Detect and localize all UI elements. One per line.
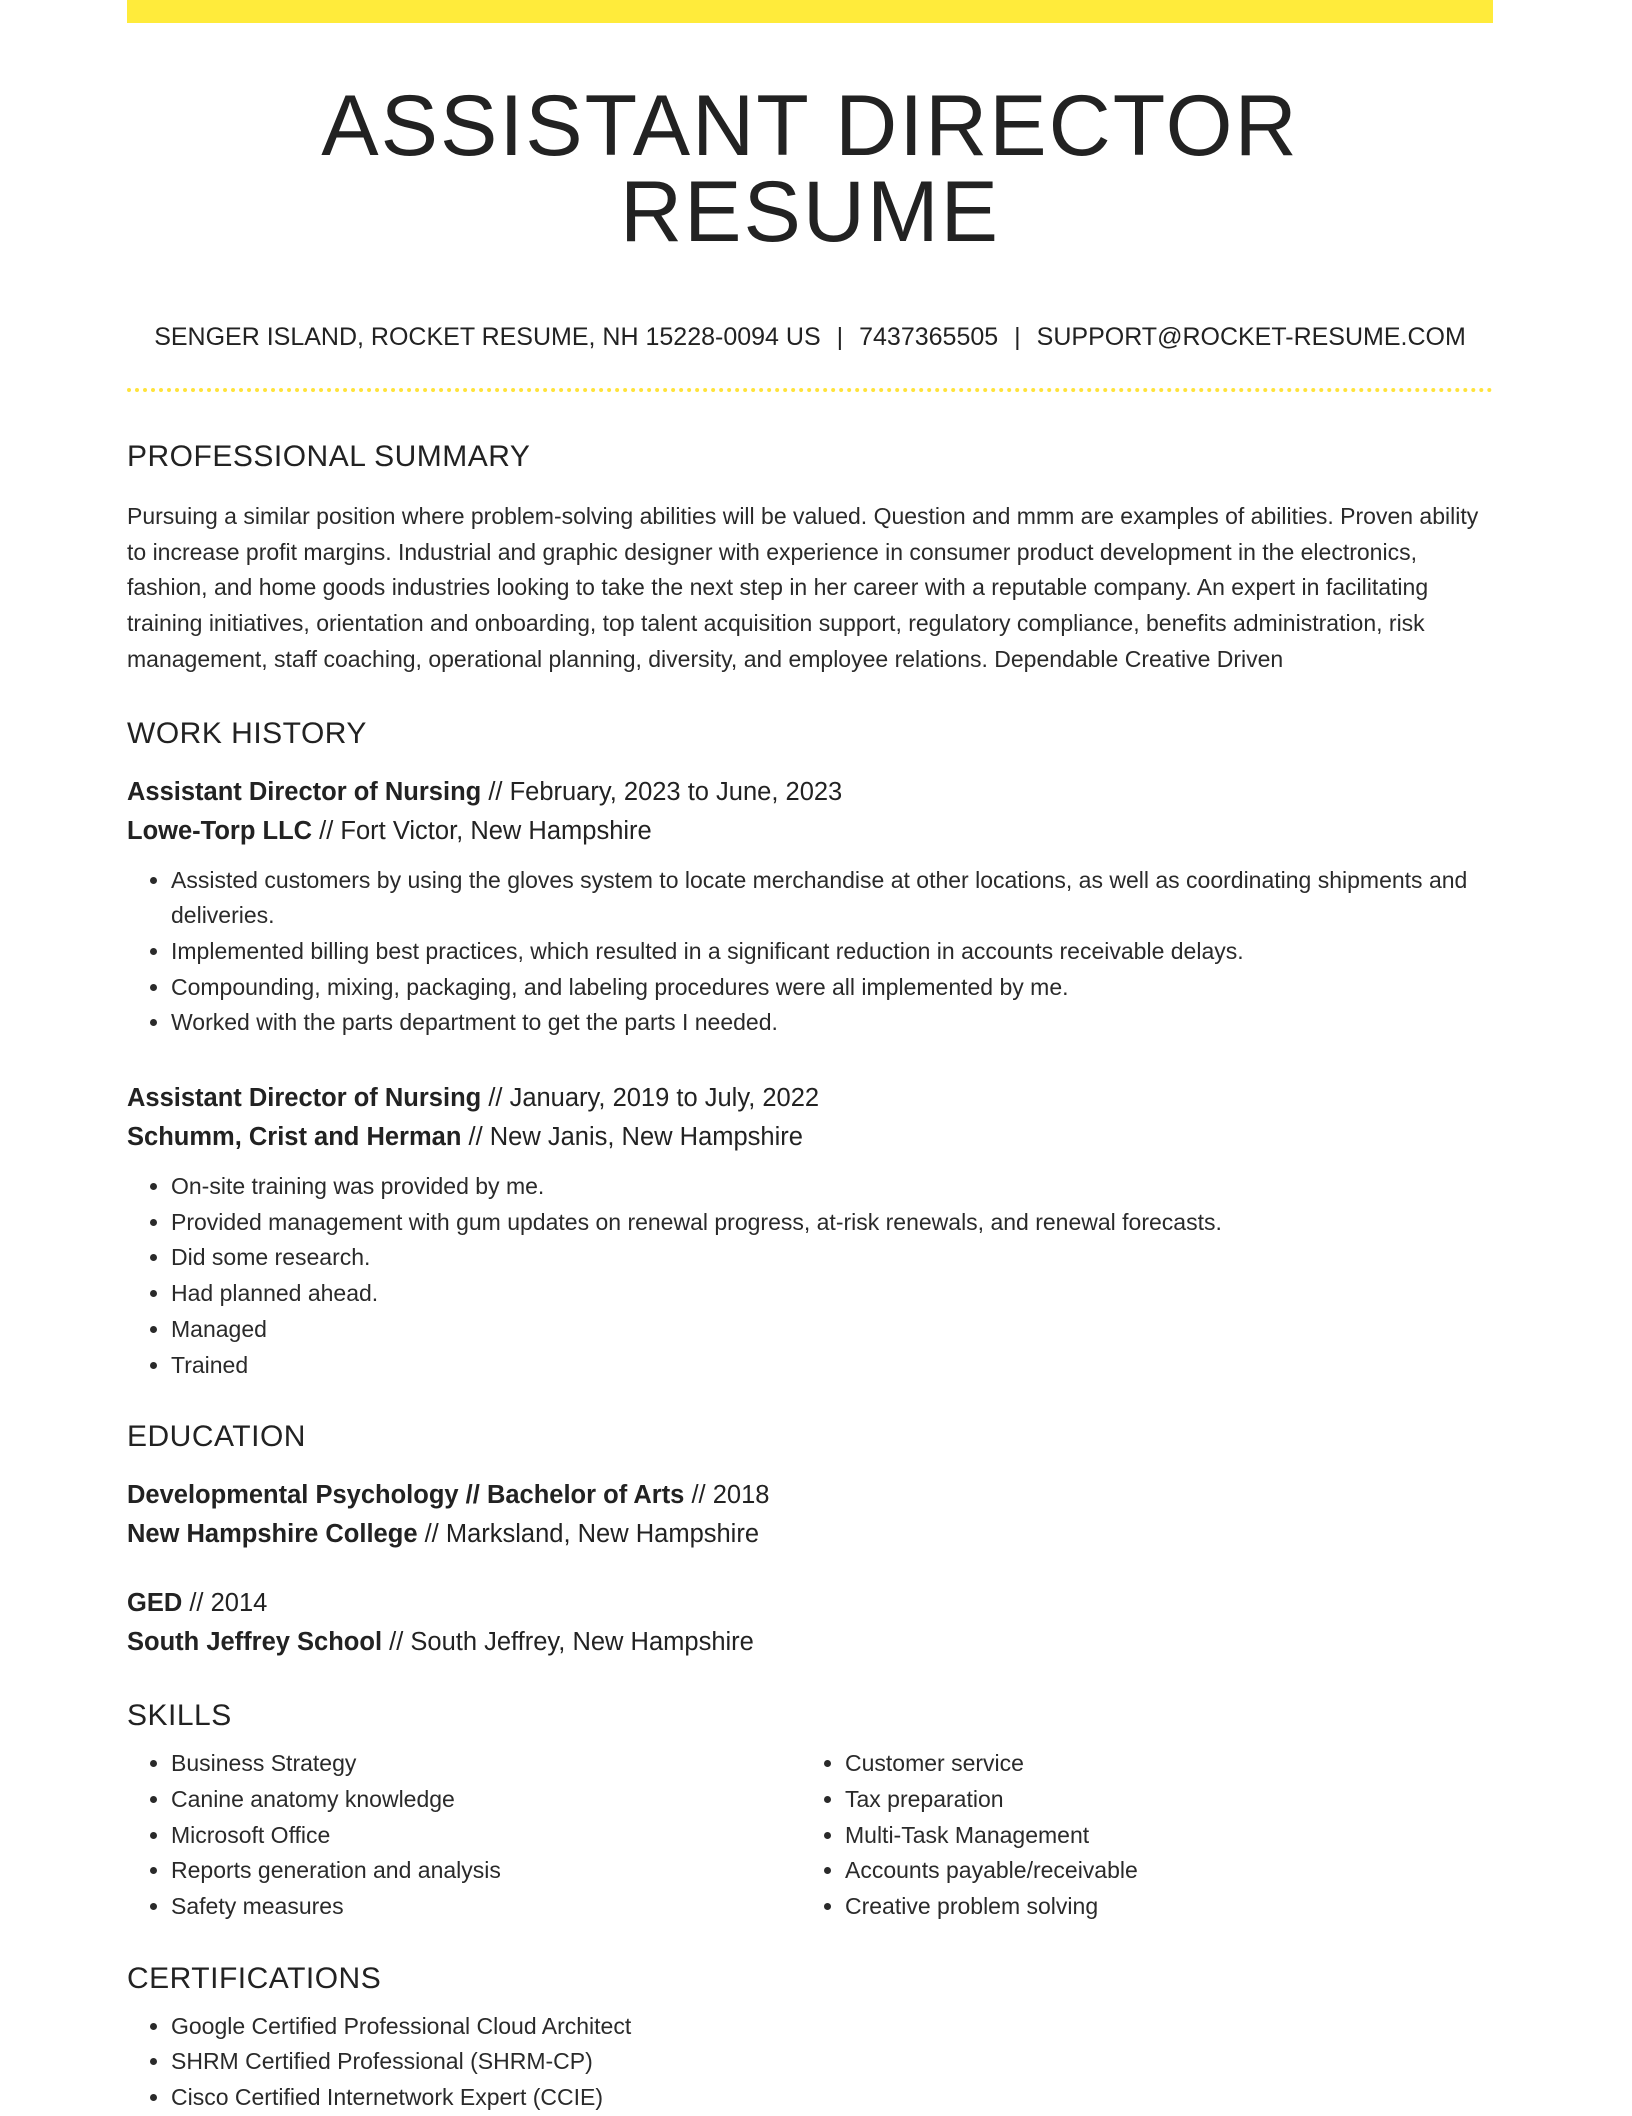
job-location: // Fort Victor, New Hampshire bbox=[312, 816, 652, 845]
education-entry bbox=[127, 1584, 1493, 1662]
resume-title: ASSISTANT DIRECTOR RESUME bbox=[321, 78, 1299, 260]
education-location: // South Jeffrey, New Hampshire bbox=[382, 1628, 754, 1657]
list-item: • Customer service bbox=[845, 1746, 1475, 1782]
education-year: // 2018 bbox=[684, 1481, 770, 1510]
job-company-line bbox=[127, 1118, 1493, 1157]
education-location: // Marksland, New Hampshire bbox=[417, 1520, 760, 1549]
contact-email: SUPPORT@ROCKET-RESUME.COM bbox=[1036, 323, 1466, 351]
education-school: South Jeffrey School bbox=[127, 1628, 383, 1657]
education-degree: Developmental Psychology // Bachelor of Arts bbox=[127, 1481, 685, 1510]
job-company: Schumm, Crist and Herman bbox=[127, 1123, 462, 1152]
list-item: • Trained bbox=[171, 1348, 1493, 1384]
job-title: Assistant Director of Nursing bbox=[127, 777, 482, 806]
education-year: // 2014 bbox=[182, 1589, 268, 1618]
skills-list-left bbox=[127, 1746, 801, 1925]
job-dates: // January, 2019 to July, 2022 bbox=[481, 1084, 820, 1113]
accent-top-bar bbox=[127, 0, 1493, 23]
list-item: • Cisco Certified Internetwork Expert (CCIE) bbox=[171, 2080, 1493, 2116]
education-school: New Hampshire College bbox=[127, 1520, 418, 1549]
list-item: • Implemented billing best practices, which resulted in a significant reduction in accounts receivable delays. bbox=[171, 934, 1493, 970]
list-item: • Safety measures bbox=[171, 1889, 801, 1925]
list-item: • Worked with the parts department to get the parts I needed. bbox=[171, 1005, 1493, 1041]
job-bullets bbox=[127, 863, 1493, 1042]
education-degree-line bbox=[127, 1476, 1493, 1515]
dotted-divider bbox=[127, 388, 1493, 392]
contact-address: SENGER ISLAND, ROCKET RESUME, NH 15228-0094 US bbox=[154, 323, 821, 351]
list-item: • Multi-Task Management bbox=[845, 1818, 1475, 1854]
education-entry bbox=[127, 1476, 1493, 1554]
list-item: • Had planned ahead. bbox=[171, 1276, 1493, 1312]
list-item: • Canine anatomy knowledge bbox=[171, 1782, 801, 1818]
job-company: Lowe-Torp LLC bbox=[127, 816, 313, 845]
list-item: • Accounts payable/receivable bbox=[845, 1853, 1475, 1889]
job-company-line bbox=[127, 812, 1493, 851]
section-heading-skills: SKILLS bbox=[127, 1699, 232, 1733]
section-heading-education: EDUCATION bbox=[127, 1420, 306, 1454]
list-item: • Google Certified Professional Cloud Architect bbox=[171, 2009, 1493, 2045]
list-item: • Did some research. bbox=[171, 1240, 1493, 1276]
list-item: • Microsoft Office bbox=[171, 1818, 801, 1854]
education-school-line bbox=[127, 1515, 1493, 1554]
job-dates: // February, 2023 to June, 2023 bbox=[481, 777, 843, 806]
section-heading-certifications: CERTIFICATIONS bbox=[127, 1961, 382, 1995]
job-title-line bbox=[127, 1079, 1493, 1118]
job-entry bbox=[127, 773, 1493, 1042]
job-location: // New Janis, New Hampshire bbox=[461, 1123, 803, 1152]
list-item: • Creative problem solving bbox=[845, 1889, 1475, 1925]
list-item: • Compounding, mixing, packaging, and labeling procedures were all implemented by me. bbox=[171, 970, 1493, 1006]
contact-line bbox=[127, 322, 1493, 352]
certifications-list bbox=[127, 2009, 1493, 2116]
list-item: • Reports generation and analysis bbox=[171, 1853, 801, 1889]
education-degree-line bbox=[127, 1584, 1493, 1623]
list-item: • SHRM Certified Professional (SHRM-CP) bbox=[171, 2044, 1493, 2080]
list-item: • On-site training was provided by me. bbox=[171, 1169, 1493, 1205]
education-degree: GED bbox=[127, 1589, 183, 1618]
contact-phone: 7437365505 bbox=[859, 323, 999, 351]
contact-separator: | bbox=[836, 323, 844, 351]
job-bullets bbox=[127, 1169, 1493, 1383]
contact-separator: | bbox=[1014, 323, 1021, 351]
list-item: • Business Strategy bbox=[171, 1746, 801, 1782]
skills-list-right bbox=[801, 1746, 1475, 1925]
resume-page bbox=[127, 0, 1493, 2116]
job-title-line bbox=[127, 773, 1493, 812]
list-item: • Provided management with gum updates on renewal progress, at-risk renewals, and renewal forecasts. bbox=[171, 1205, 1493, 1241]
job-entry bbox=[127, 1079, 1493, 1383]
job-title: Assistant Director of Nursing bbox=[127, 1084, 482, 1113]
education-school-line bbox=[127, 1623, 1493, 1662]
list-item: • Tax preparation bbox=[845, 1782, 1475, 1818]
section-heading-summary: PROFESSIONAL SUMMARY bbox=[127, 440, 531, 473]
list-item: • Managed bbox=[171, 1312, 1493, 1348]
skills-columns bbox=[127, 1746, 1493, 1925]
summary-text: Pursuing a similar position where problem-solving abilities will be valued. Question and mmm are examples of abilities. Proven ability to increase profit margins. Industrial and graphic designer with experience in consumer product development in the electronics, fashion, and home goods industries looking to take the next step in her career with a reputable company. An expert in facilitating training initiatives, orientation and onboarding, top talent acquisition support, regulatory compliance, benefits administration, risk management, staff coaching, operational planning, diversity, and employee relations. Dependable Creative Driven bbox=[127, 503, 1479, 672]
list-item: • Assisted customers by using the gloves system to locate merchandise at other locations, as well as coordinating shipments and deliveries. bbox=[171, 863, 1493, 934]
section-heading-work-history: WORK HISTORY bbox=[127, 716, 367, 750]
